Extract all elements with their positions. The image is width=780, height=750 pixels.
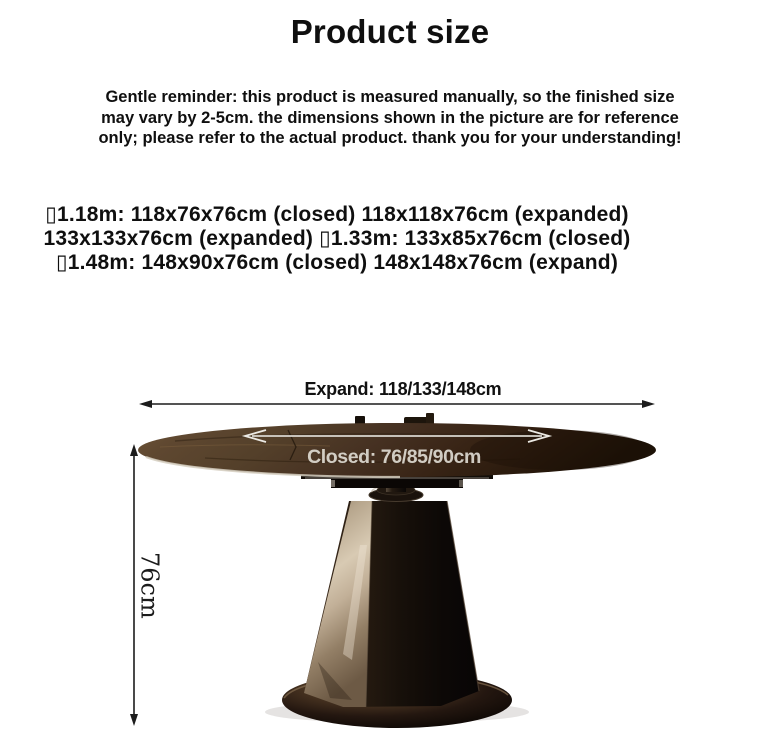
reminder-line-1: Gentle reminder: this product is measured manually, so the finished size	[105, 88, 675, 106]
pedestal-metal-facet	[304, 501, 372, 707]
closed-dimension-label: Closed: 76/85/90cm	[307, 446, 481, 468]
height-dimension-label: 76cm	[135, 552, 164, 619]
expand-arrow	[139, 400, 655, 408]
expand-dimension-label: Expand: 118/133/148cm	[304, 379, 502, 399]
page-title: Product size	[290, 13, 490, 50]
reminder	[10, 87, 770, 149]
size-spec-line-3: ▯1.48m: 148x90x76cm (closed) 148x148x76cm (expand)	[55, 251, 619, 274]
size-spec-line-2: 133x133x76cm (expanded) ▯1.33m: 133x85x76cm (closed)	[43, 227, 631, 250]
reminder-line-2: may vary by 2-5cm. the dimensions shown in the picture are for reference	[101, 108, 679, 127]
reminder-line-3: only; please refer to the actual product. thank you for your understanding!	[98, 129, 682, 147]
size-spec-line-1: ▯1.18m: 118x76x76cm (closed) 118x118x76cm (expanded)	[45, 203, 629, 226]
product-diagram	[0, 370, 780, 750]
size-specs	[22, 203, 652, 275]
